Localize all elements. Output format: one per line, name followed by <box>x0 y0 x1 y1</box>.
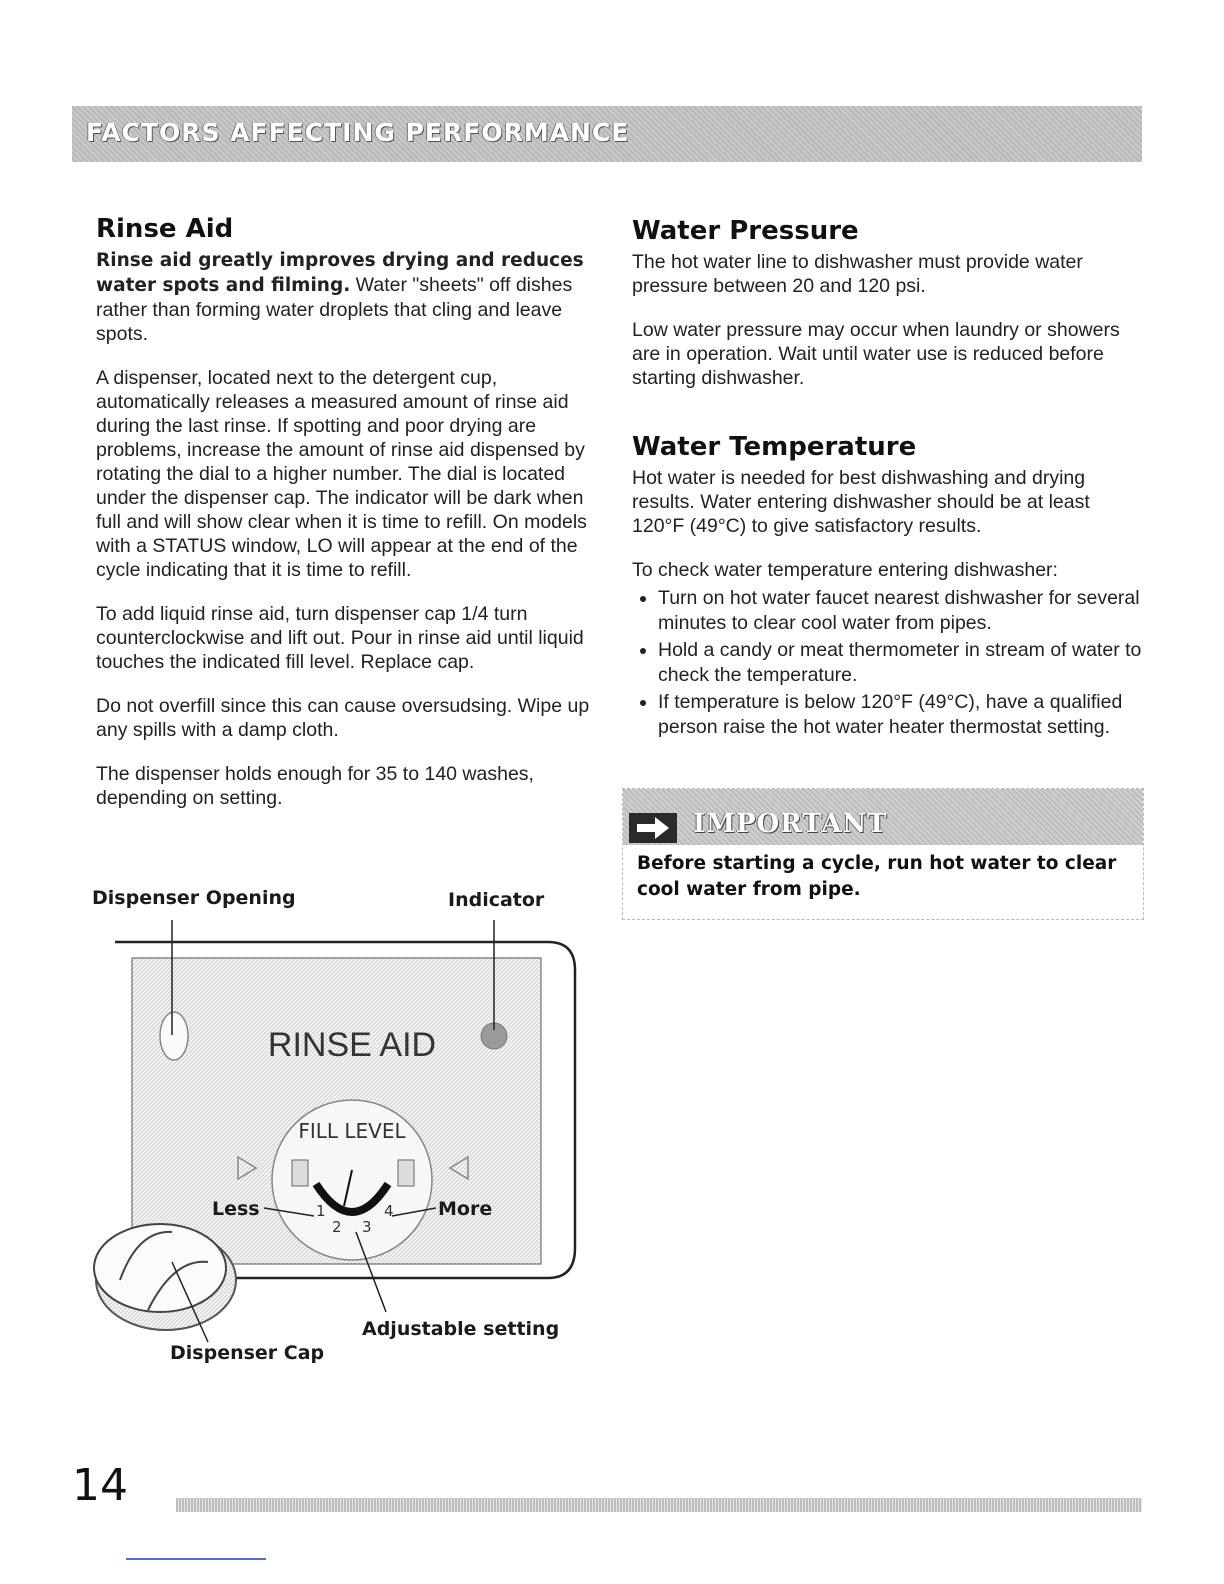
water-section <box>632 216 1142 742</box>
rinse-aid-capacity-paragraph: The dispenser holds enough for 35 to 140 washes, depending on setting. <box>96 763 534 809</box>
water-pressure-p1: The hot water line to dishwasher must provide water pressure between 20 and 120 psi. <box>632 251 1083 297</box>
rinse-aid-intro <box>96 248 596 346</box>
water-temperature-heading: Water Temperature <box>632 432 917 462</box>
water-pressure-p2: Low water pressure may occur when laundry or showers are in operation. Wait until water use is reduced before starting dishwasher. <box>632 319 1120 389</box>
arrow-right-icon <box>629 813 677 843</box>
water-temperature-p2: To check water temperature entering dishwasher: <box>632 559 1058 581</box>
dial-number-4: 4 <box>384 1202 394 1220</box>
water-pressure-heading: Water Pressure <box>632 216 859 246</box>
water-temperature-p1: Hot water is needed for best dishwashing and drying results. Water entering dishwasher should be at least 120°F (49°C) to give satisfactory results. <box>632 467 1090 537</box>
section-title: FACTORS AFFECTING PERFORMANCE <box>86 118 630 147</box>
rinse-aid-section <box>96 214 596 830</box>
dial-fill-level-text: FILL LEVEL <box>298 1119 406 1143</box>
rinse-aid-add-paragraph: To add liquid rinse aid, turn dispenser cap 1/4 turn counterclockwise and lift out. Pour in rinse aid until liquid touches the indicated fill level. Replace cap. <box>96 603 584 673</box>
label-less: Less <box>212 1198 260 1220</box>
label-indicator: Indicator <box>448 889 545 911</box>
dial-number-1: 1 <box>316 1202 326 1220</box>
rinse-aid-lead-rest: Water "sheets" off dishes rather than forming water droplets that cling and leave spots. <box>96 274 573 345</box>
rinse-aid-diagram <box>80 870 580 1380</box>
dial-window-left <box>292 1160 308 1186</box>
panel-title: RINSE AID <box>267 1026 437 1064</box>
dial-number-2: 2 <box>332 1218 342 1236</box>
dispenser-opening <box>160 1012 188 1060</box>
list-item: • Hold a candy or meat thermometer in stream of water to check the temperature. <box>658 638 1142 688</box>
label-more: More <box>438 1198 493 1220</box>
footer-bar <box>176 1498 1142 1512</box>
label-dispenser-cap: Dispenser Cap <box>170 1342 325 1364</box>
dial-window-right <box>398 1160 414 1186</box>
list-item: • If temperature is below 120°F (49°C), have a qualified person raise the hot water heater thermostat setting. <box>658 690 1142 740</box>
dial-number-3: 3 <box>362 1218 372 1236</box>
important-header <box>623 789 1143 845</box>
important-text: Before starting a cycle, run hot water to clear cool water from pipe. <box>637 853 1117 900</box>
important-box <box>622 788 1144 920</box>
section-banner <box>72 106 1142 162</box>
rinse-aid-dispenser-paragraph: A dispenser, located next to the detergent cup, automatically releases a measured amount of rinse aid during the last rinse. If spotting and poor drying are problems, increase the amount of rinse aid dispensed by rotating the dial to a higher number. The dial is located under the dispenser cap. The indicator will be dark when full and will show clear when it is time to refill. On models with a STATUS window, LO will appear at the end of the cycle indicating that it is time to refill. <box>96 367 587 581</box>
footer-underline <box>126 1558 266 1560</box>
rinse-aid-overfill-paragraph: Do not overfill since this can cause oversudsing. Wipe up any spills with a damp cloth. <box>96 695 590 741</box>
important-title: IMPORTANT <box>693 809 888 839</box>
label-dispenser-opening: Dispenser Opening <box>92 887 296 909</box>
list-item: • Turn on hot water faucet nearest dishwasher for several minutes to clear cool water from pipes. <box>658 586 1142 636</box>
page-number: 14 <box>72 1460 128 1511</box>
water-temperature-list <box>632 586 1142 740</box>
rinse-aid-lead-bold: Rinse aid greatly improves drying and reduces water spots and filming. <box>96 250 584 296</box>
rinse-aid-heading: Rinse Aid <box>96 214 234 244</box>
label-adjustable-setting: Adjustable setting <box>362 1318 560 1340</box>
